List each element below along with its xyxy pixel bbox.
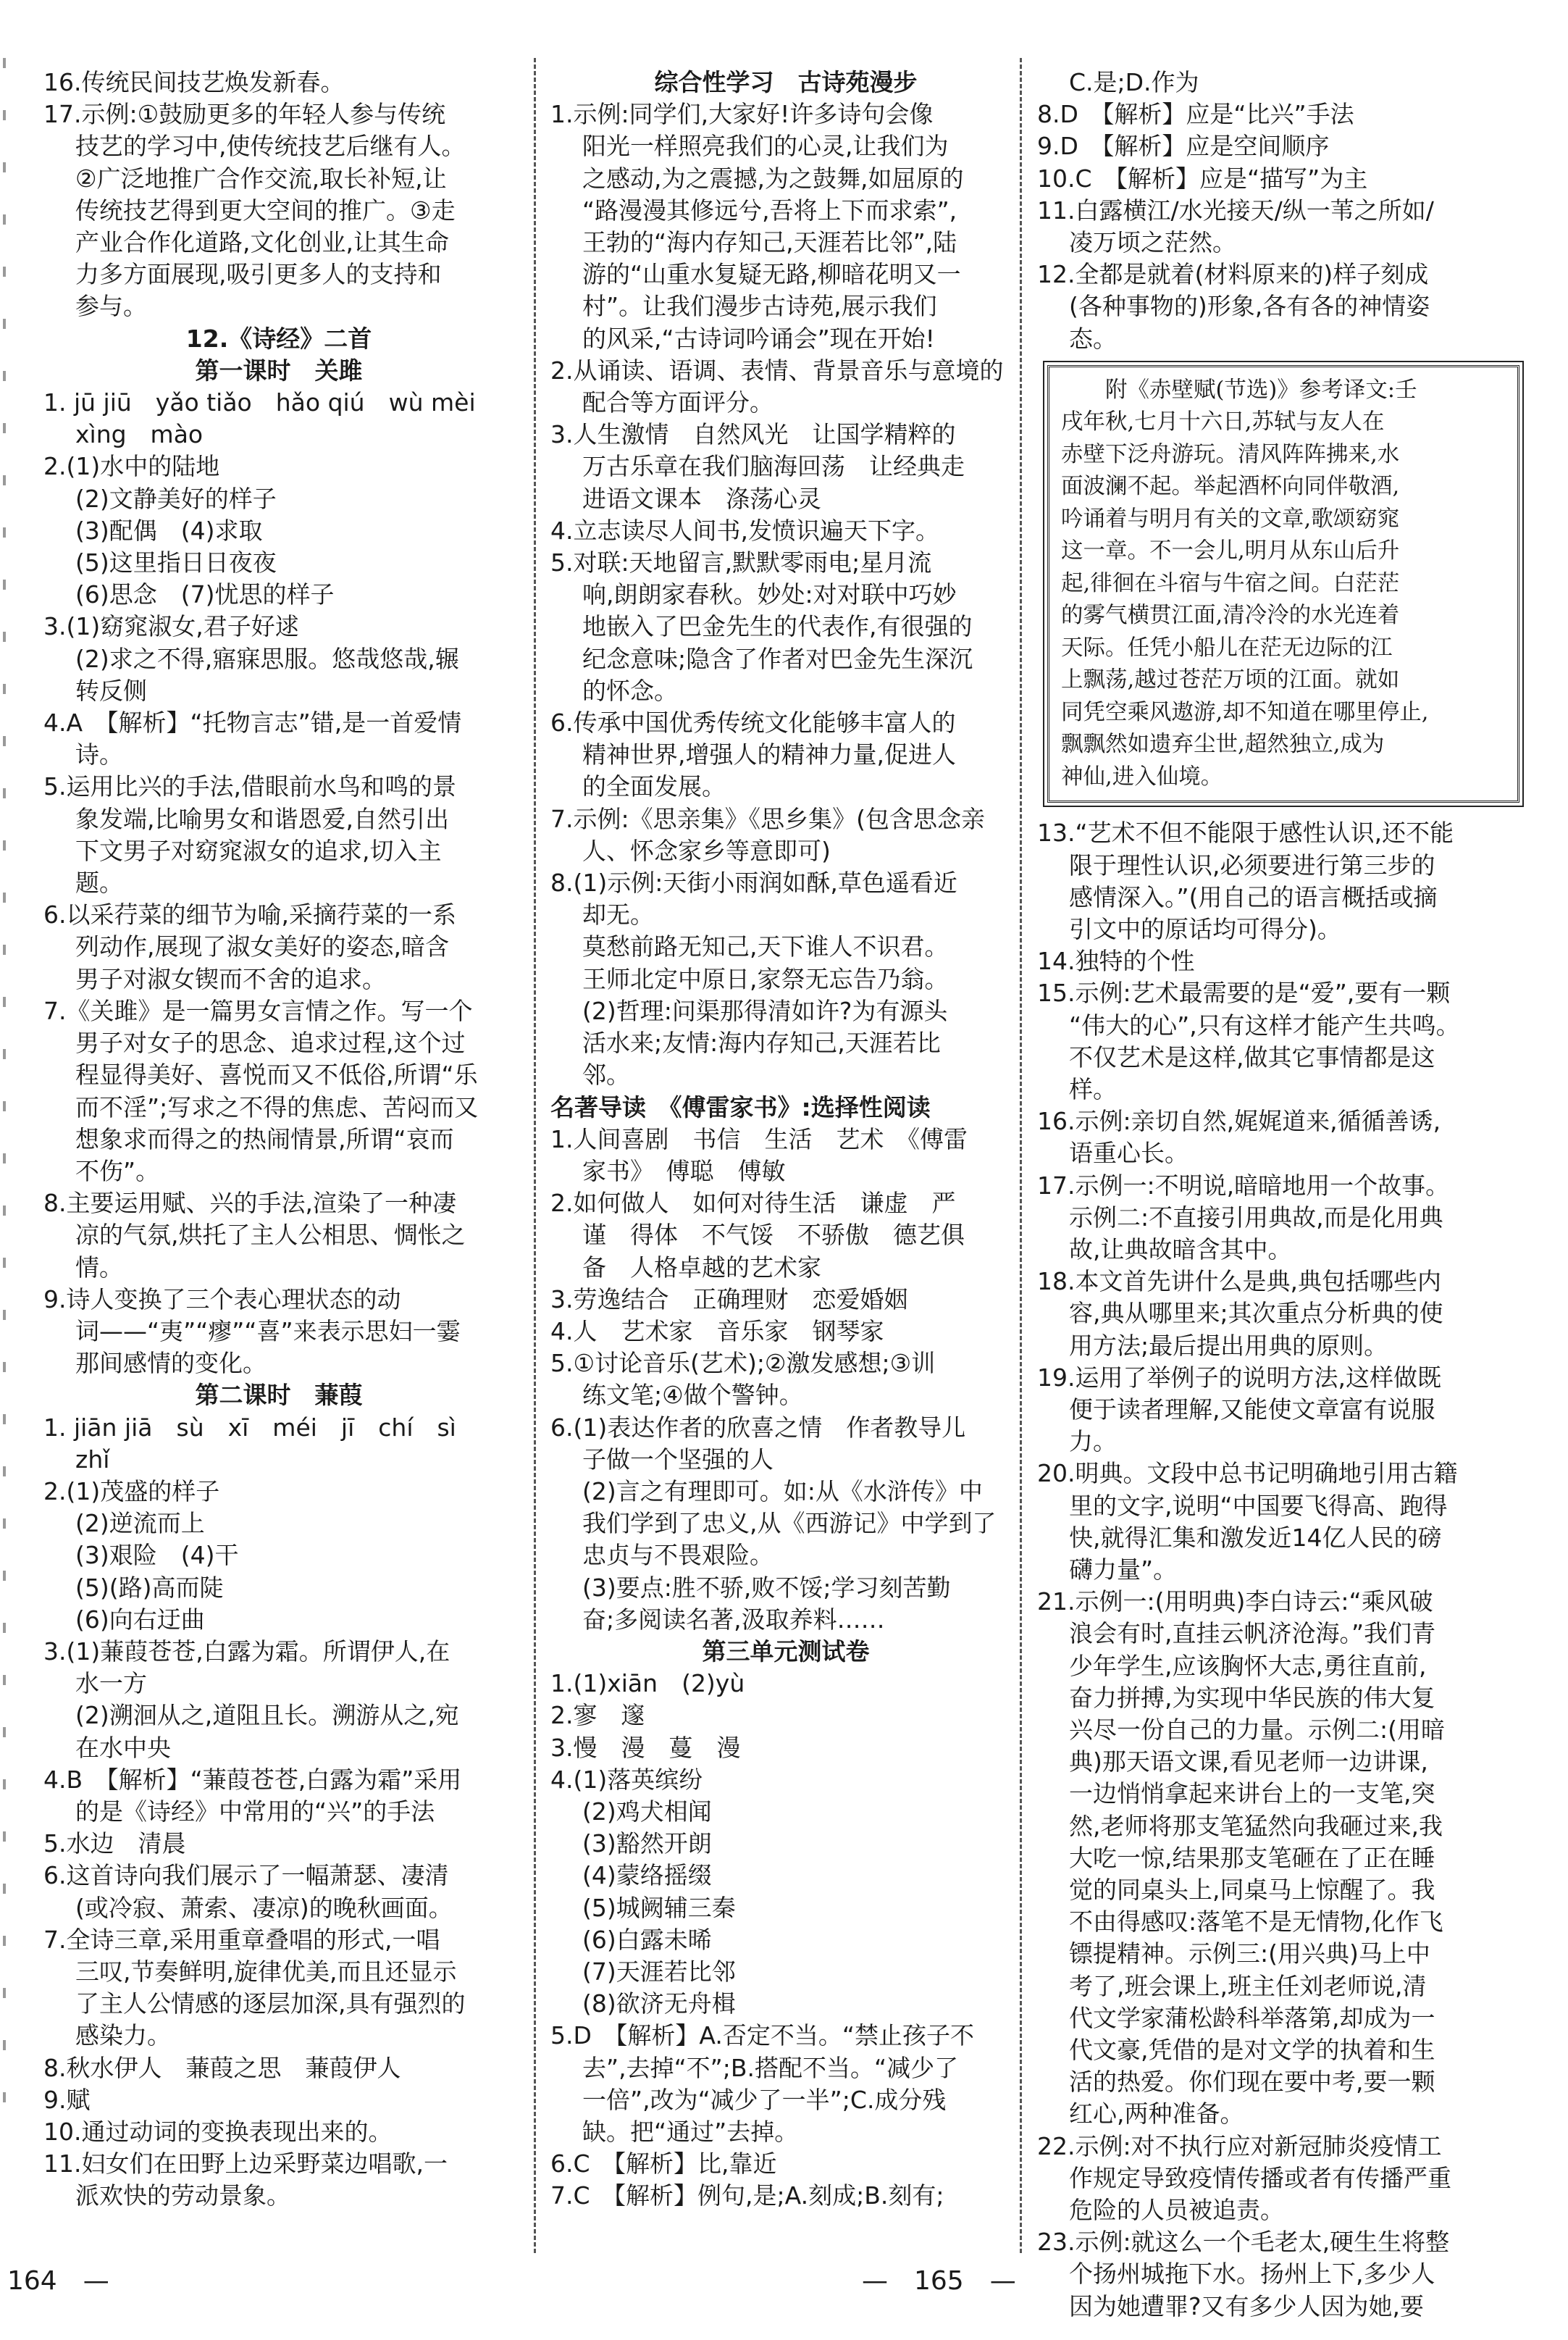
answer-line: 5.对联:天地留言,默默零雨电;星月流 xyxy=(550,548,932,577)
answer-line: 的是《诗经》中常用的“兴”的手法 xyxy=(75,1797,435,1826)
answer-line: 王师北定中原日,家祭无忘告乃翁。 xyxy=(582,964,949,993)
answer-line: 4.人 艺术家 音乐家 钢琴家 xyxy=(550,1316,884,1345)
page-number-right: — 165 — xyxy=(862,2266,1016,2296)
translation-line: 面波澜不起。举起酒杯向同伴敬酒, xyxy=(1061,474,1400,500)
margin-dash xyxy=(3,945,6,955)
answer-line: 活的热爱。你们现在要中考,要一颗 xyxy=(1069,2068,1435,2097)
answer-line: (4)蒙络摇缀 xyxy=(582,1861,712,1890)
margin-dash xyxy=(3,1362,6,1372)
answer-line: 1.人间喜剧 书信 生活 艺术 《傅雷 xyxy=(550,1124,968,1153)
margin-dash xyxy=(3,632,6,642)
answer-line: 6.这首诗向我们展示了一幅萧瑟、凄清 xyxy=(43,1861,449,1890)
answer-line: 1. jiān jiā sù xī méi jī chí sì xyxy=(43,1413,456,1442)
answer-line: 10.通过动词的变换表现出来的。 xyxy=(43,2118,393,2146)
answer-line: 4.A 【解析】“托物言志”错,是一首爱情 xyxy=(43,709,462,737)
answer-line: 4.B 【解析】“蒹葭苍苍,白露为霜”采用 xyxy=(43,1765,462,1794)
column-3-top-answers xyxy=(1037,67,1530,355)
margin-dash xyxy=(3,1310,6,1320)
answer-line: 10.C 【解析】应是“描写”为主 xyxy=(1037,164,1368,193)
translation-line: 神仙,进入仙境。 xyxy=(1061,764,1223,790)
translation-line: 这一章。不一会儿,明月从东山后升 xyxy=(1061,538,1400,564)
answer-line: 6.C 【解析】比,靠近 xyxy=(550,2149,777,2178)
answer-line: 去”,去掉“不”;B.搭配不当。“减少了 xyxy=(582,2053,959,2082)
answer-line: 8.秋水伊人 蒹葭之思 蒹葭伊人 xyxy=(43,2053,401,2082)
answer-line: 精神世界,增强人的精神力量,促进人 xyxy=(582,740,956,769)
answer-line: 便于读者理解,又能使文章富有说服 xyxy=(1069,1395,1435,1424)
answer-line: 奋;多阅读名著,汲取养料…… xyxy=(582,1605,885,1634)
answer-line: 人、怀念家乡等意即可) xyxy=(582,836,831,865)
answer-line: (3)配偶 (4)求取 xyxy=(75,516,263,545)
section-heading: 第一课时 关雎 xyxy=(195,356,363,385)
translation-line: 赤壁下泛舟游玩。清风阵阵拂来,水 xyxy=(1061,441,1400,467)
answer-line: (3)豁然开朗 xyxy=(582,1829,712,1858)
answer-line: 王勃的“海内存知己,天涯若比邻”,陆 xyxy=(582,228,957,257)
margin-dash xyxy=(3,58,6,68)
answer-line: 12.全都是就着(材料原来的)样子刻成 xyxy=(1037,260,1429,289)
answer-line: 22.示例:对不执行应对新冠肺炎疫情工 xyxy=(1037,2131,1442,2160)
answer-line: 个扬州城拖下水。扬州上下,多少人 xyxy=(1069,2260,1435,2289)
answer-line: 莫愁前路无知己,天下谁人不识君。 xyxy=(582,932,949,961)
answer-line: 题。 xyxy=(75,869,123,898)
answer-line: 阳光一样照亮我们的心灵,让我们为 xyxy=(582,132,949,161)
answer-line: 2.寥 邃 xyxy=(550,1701,645,1730)
answer-line: 备 人格卓越的艺术家 xyxy=(582,1253,821,1282)
answer-line: 21.示例一:(用明典)李白诗云:“乘风破 xyxy=(1037,1587,1433,1616)
margin-dash xyxy=(3,1153,6,1163)
answer-line: 派欢快的劳动景象。 xyxy=(75,2181,290,2210)
answer-line: 17.示例一:不明说,暗暗地用一个故事。 xyxy=(1037,1171,1450,1200)
answer-line: 一倍”,改为“减少了一半”;C.成分残 xyxy=(582,2085,947,2114)
section-heading: 综合性学习 古诗苑漫步 xyxy=(654,68,918,96)
margin-dash xyxy=(3,1831,6,1842)
answer-line: 而不淫”;写求之不得的焦虑、苦闷而又 xyxy=(75,1092,479,1121)
answer-line: 19.运用了举例子的说明方法,这样做既 xyxy=(1037,1363,1441,1392)
answer-line: 3.(1)窈窕淑女,君子好逑 xyxy=(43,612,299,641)
translation-line: 戌年秋,七月十六日,苏轼与友人在 xyxy=(1061,409,1385,435)
answer-line: 语重心长。 xyxy=(1069,1139,1188,1168)
margin-dash xyxy=(3,214,6,225)
answer-line: 水一方 xyxy=(75,1669,147,1698)
answer-line: (6)向右迂曲 xyxy=(75,1605,205,1634)
answer-line: 引文中的原话均可得分)。 xyxy=(1069,914,1341,943)
margin-dash xyxy=(3,267,6,277)
margin-dash xyxy=(3,736,6,746)
answer-line: 活水来;友情:海内存知己,天涯若比 xyxy=(582,1029,941,1058)
answer-line: 不伤”。 xyxy=(75,1156,160,1185)
margin-dash xyxy=(3,1779,6,1789)
margin-dash xyxy=(3,840,6,851)
answer-line: 5.水边 清晨 xyxy=(43,1829,186,1858)
translation-line: 起,徘徊在斗宿与牛宿之间。白茫茫 xyxy=(1061,570,1400,596)
translation-line: 附《赤壁赋(节选)》参考译文:壬 xyxy=(1061,377,1417,403)
answer-line: 16.示例:亲切自然,娓娓道来,循循善诱, xyxy=(1037,1107,1441,1136)
answer-line: 11.白露横江/水光接天/纵一苇之所如/ xyxy=(1037,196,1434,225)
answer-line: 7.全诗三章,采用重章叠唱的形式,一唱 xyxy=(43,1925,440,1954)
answer-line: 典)那天语文课,看见老师一边讲课, xyxy=(1069,1747,1428,1776)
answer-line: 14.独特的个性 xyxy=(1037,947,1195,976)
answer-line: 7.C 【解析】例句,是;A.刻成;B.刻有; xyxy=(550,2181,944,2210)
answer-line: 18.本文首先讲什么是典,典包括哪些内 xyxy=(1037,1267,1441,1296)
answer-line: 奋力拼搏,为实现中华民族的伟大复 xyxy=(1069,1683,1435,1712)
answer-line: (8)欲济无舟楫 xyxy=(582,1989,736,2018)
answer-line: 9.诗人变换了三个表心理状态的动 xyxy=(43,1284,401,1313)
answer-line: 兴尽一份自己的力量。示例二:(用暗 xyxy=(1069,1716,1445,1744)
answer-line: 快,就得汇集和激发近14亿人民的磅 xyxy=(1069,1523,1442,1552)
answer-line: 却无。 xyxy=(582,901,654,929)
answer-line: C.是;D.作为 xyxy=(1069,68,1199,96)
margin-dash xyxy=(3,1414,6,1424)
answer-line: 8.(1)示例:天街小雨润如酥,草色遥看近 xyxy=(550,869,957,898)
answer-line: 代文学家蒲松龄科举落第,却成为一 xyxy=(1069,2003,1435,2032)
translation-line: 吟诵着与明月有关的文章,歌颂窈窕 xyxy=(1061,506,1400,532)
translation-line: 的雾气横贯江面,清冷泠的水光连着 xyxy=(1061,603,1400,629)
margin-dash xyxy=(3,423,6,433)
answer-line: 转反侧 xyxy=(75,676,147,705)
answer-line: 里的文字,说明“中国要飞得高、跑得 xyxy=(1069,1491,1448,1520)
margin-dash xyxy=(3,1623,6,1633)
answer-line: 4.(1)落英缤纷 xyxy=(550,1765,703,1794)
margin-dash xyxy=(3,1988,6,1998)
answer-line: 用方法;最后提出用典的原则。 xyxy=(1069,1331,1388,1360)
answer-line: 镖提精神。示例三:(用兴典)马上中 xyxy=(1069,1939,1430,1968)
section-heading: 12.《诗经》二首 xyxy=(185,324,372,353)
answer-line: 13.“艺术不但不能限于感性认识,还不能 xyxy=(1037,819,1454,848)
answer-line: 缺。把“通过”去掉。 xyxy=(582,2118,799,2146)
translation-line: 同凭空乘风遨游,却不知道在哪里停止, xyxy=(1061,699,1429,725)
answer-line: (5)城阙辅三秦 xyxy=(582,1893,736,1922)
answer-line: 1.示例:同学们,大家好!许多诗句会像 xyxy=(550,100,934,129)
answer-line: 进语文课本 涤荡心灵 xyxy=(582,484,821,513)
margin-dash xyxy=(3,319,6,329)
answer-line: (或冷寂、萧索、凄凉)的晚秋画面。 xyxy=(75,1893,453,1922)
answer-line: (2)逆流而上 xyxy=(75,1509,205,1538)
binding-margin-marks xyxy=(0,58,10,2159)
answer-line: 家书》 傅聪 傅敏 xyxy=(582,1156,786,1185)
answer-line: (6)白露未晞 xyxy=(582,1925,712,1954)
answer-line: 程显得美好、喜悦而又不低俗,所谓“乐 xyxy=(75,1061,478,1090)
answer-column-2 xyxy=(550,67,1021,2212)
answer-line: 8.主要运用赋、兴的手法,渲染了一种凄 xyxy=(43,1189,456,1218)
answer-line: (各种事物的)形象,各有各的神情姿 xyxy=(1069,292,1430,321)
answer-line: 8.D 【解析】应是“比兴”手法 xyxy=(1037,100,1354,129)
answer-line: 3.慢 漫 蔓 漫 xyxy=(550,1733,741,1762)
answer-line: 下文男子对窈窕淑女的追求,切入主 xyxy=(75,836,442,865)
answer-line: (2)求之不得,寤寐思服。悠哉悠哉,辗 xyxy=(75,644,459,673)
answer-line: 产业合作化道路,文化创业,让其生命 xyxy=(75,228,449,257)
answer-line: 1.(1)xiān (2)yù xyxy=(550,1669,745,1698)
answer-line: 之感动,为之震撼,为之鼓舞,如屈原的 xyxy=(582,164,964,193)
answer-line: 纪念意味;隐含了作者对巴金先生深沉 xyxy=(582,644,973,673)
answer-column-3 xyxy=(1037,67,1530,2323)
answer-line: 感情深入。”(用自己的语言概括或摘 xyxy=(1069,882,1438,911)
answer-line: 23.示例:就这么一个毛老太,硬生生将整 xyxy=(1037,2228,1450,2257)
answer-line: 红心,两种准备。 xyxy=(1069,2099,1244,2128)
margin-dash xyxy=(3,788,6,798)
answer-line: 万古乐章在我们脑海回荡 让经典走 xyxy=(582,452,965,481)
answer-line: 在水中央 xyxy=(75,1733,171,1762)
answer-line: 样。 xyxy=(1069,1074,1117,1103)
answer-line: 词——“夷”“瘳”“喜”来表示思妇一霎 xyxy=(75,1316,461,1345)
answer-line: 练文笔;④做个警钟。 xyxy=(582,1381,803,1410)
margin-dash xyxy=(3,1571,6,1581)
margin-dash xyxy=(3,162,6,172)
section-heading: 第三单元测试卷 xyxy=(702,1637,870,1666)
answer-line: 代文豪,凭借的是对文学的执着和生 xyxy=(1069,2036,1435,2065)
answer-line: 故,让典故暗含其中。 xyxy=(1069,1234,1292,1263)
answer-line: 3.人生激情 自然风光 让国学精粹的 xyxy=(550,420,956,449)
answer-line: “伟大的心”,只有这样才能产生共鸣。 xyxy=(1069,1011,1460,1040)
answer-line: (5)这里指日日夜夜 xyxy=(75,548,277,577)
answer-line: 列动作,展现了淑女美好的姿态,暗含 xyxy=(75,932,449,961)
answer-line: 想象求而得之的热闹情景,所谓“哀而 xyxy=(75,1124,454,1153)
answer-line: 4.立志读尽人间书,发愤识遍天下字。 xyxy=(550,516,939,545)
column-divider-1 xyxy=(534,58,536,2253)
answer-line: 因为她遭罪?又有多少人因为她,要 xyxy=(1069,2291,1425,2320)
answer-line: zhǐ xyxy=(75,1445,110,1474)
answer-line: 2.如何做人 如何对待生活 谦虚 严 xyxy=(550,1189,956,1218)
margin-dash xyxy=(3,1518,6,1529)
answer-line: 作规定导致疫情传播或者有传播严重 xyxy=(1069,2163,1451,2192)
answer-line: 6.传承中国优秀传统文化能够丰富人的 xyxy=(550,709,956,737)
answer-line: 不仅艺术是这样,做其它事情都是这 xyxy=(1069,1042,1435,1071)
margin-dash xyxy=(3,1049,6,1059)
answer-line: 象发端,比喻男女和谐恩爱,自然引出 xyxy=(75,804,449,833)
column-3-bottom-answers xyxy=(1037,817,1530,2323)
answer-line: 力多方面展现,吸引更多人的支持和 xyxy=(75,260,442,289)
margin-dash xyxy=(3,475,6,485)
answer-line: 15.示例:艺术最需要的是“爱”,要有一颗 xyxy=(1037,979,1451,1008)
margin-dash xyxy=(3,1884,6,1894)
answer-line: 一边悄悄拿起来讲台上的一支笔,突 xyxy=(1069,1779,1435,1808)
answer-line: 5.运用比兴的手法,借眼前水鸟和鸣的景 xyxy=(43,772,456,801)
answer-line: 力。 xyxy=(1069,1427,1117,1456)
answer-line: 响,朗朗家春秋。妙处:对对联中巧妙 xyxy=(582,580,957,609)
answer-line: 17.示例:①鼓励更多的年轻人参与传统 xyxy=(43,100,446,129)
margin-dash xyxy=(3,1258,6,1268)
answer-line: (2)溯洄从之,道阻且长。溯游从之,宛 xyxy=(75,1701,459,1730)
answer-line: 男子对女子的思念、追求过程,这个过 xyxy=(75,1029,466,1058)
answer-line: “路漫漫其修远兮,吾将上下而求索”, xyxy=(582,196,957,225)
answer-line: 20.明典。文段中总书记明确地引用古籍 xyxy=(1037,1459,1458,1488)
margin-dash xyxy=(3,1727,6,1737)
answer-line: 示例二:不直接引用典故,而是化用典 xyxy=(1069,1203,1443,1232)
margin-dash xyxy=(3,1675,6,1685)
answer-line: 觉的同桌头上,同桌马上惊醒了。我 xyxy=(1069,1876,1435,1905)
translation-box xyxy=(1047,365,1519,803)
answer-line: 邻。 xyxy=(582,1061,630,1090)
answer-line: 忠贞与不畏艰险。 xyxy=(582,1541,773,1570)
answer-line: 容,典从哪里来;其次重点分析典的使 xyxy=(1069,1299,1443,1328)
answer-line: 参与。 xyxy=(75,292,147,321)
margin-dash xyxy=(3,2040,6,2050)
answer-line: (2)哲理:问渠那得清如许?为有源头 xyxy=(582,996,948,1025)
answer-line: (2)鸡犬相闻 xyxy=(582,1797,712,1826)
answer-line: 5.①讨论音乐(艺术);②激发感想;③训 xyxy=(550,1349,936,1378)
answer-line: 凌万顷之茫然。 xyxy=(1069,228,1236,257)
answer-line: 态。 xyxy=(1069,324,1117,353)
answer-line: 地嵌入了巴金先生的代表作,有很强的 xyxy=(582,612,973,641)
answer-line: (2)文静美好的样子 xyxy=(75,484,277,513)
answer-line: 村”。让我们漫步古诗苑,展示我们 xyxy=(582,292,937,321)
answer-line: 5.D 【解析】A.否定不当。“禁止孩子不 xyxy=(550,2021,974,2050)
answer-line: 2.(1)茂盛的样子 xyxy=(43,1476,220,1505)
answer-line: 6.(1)表达作者的欣喜之情 作者教导儿 xyxy=(550,1413,966,1442)
answer-line: (7)天涯若比邻 xyxy=(582,1957,736,1986)
margin-dash xyxy=(3,1936,6,1946)
answer-line: 3.劳逸结合 正确理财 恋爱婚姻 xyxy=(550,1284,908,1313)
answer-line: 大吃一惊,结果那支笔砸在了正在睡 xyxy=(1069,1843,1435,1872)
answer-line: 少年学生,应该胸怀大志,勇往直前, xyxy=(1069,1651,1427,1680)
answer-line: 的风采,“古诗词吟诵会”现在开始! xyxy=(582,324,935,353)
answer-line: 16.传统民间技艺焕发新春。 xyxy=(43,68,345,96)
answer-line: 3.(1)蒹葭苍苍,白露为霜。所谓伊人,在 xyxy=(43,1637,450,1666)
answer-line: (6)思念 (7)忧思的样子 xyxy=(75,580,335,609)
translation-line: 上飘荡,越过苍茫万顷的江面。就如 xyxy=(1061,667,1400,693)
margin-dash xyxy=(3,893,6,903)
answer-line: 三叹,节奏鲜明,旋律优美,而且还显示 xyxy=(75,1957,457,1986)
page-number-left: 164 — xyxy=(7,2266,109,2296)
answer-line: 2.(1)水中的陆地 xyxy=(43,452,220,481)
answer-line: 情。 xyxy=(75,1253,123,1282)
answer-line: 男子对淑女锲而不舍的追求。 xyxy=(75,964,386,993)
answer-line: 9.赋 xyxy=(43,2085,91,2114)
section-heading: 名著导读 《傅雷家书》:选择性阅读 xyxy=(550,1092,931,1121)
margin-dash xyxy=(3,2092,6,2102)
section-heading: 第二课时 蒹葭 xyxy=(195,1381,363,1410)
answer-line: 传统技艺得到更大空间的推广。③走 xyxy=(75,196,456,225)
answer-line: 子做一个坚强的人 xyxy=(582,1445,773,1474)
answer-line: 感染力。 xyxy=(75,2021,171,2050)
answer-line: 凉的气氛,烘托了主人公相思、惆怅之 xyxy=(75,1221,466,1250)
answer-line: xìng mào xyxy=(75,420,204,449)
answer-line: 游的“山重水复疑无路,柳暗花明又一 xyxy=(582,260,961,289)
answer-line: 考了,班会课上,班主任刘老师说,清 xyxy=(1069,1971,1427,2000)
margin-dash xyxy=(3,1205,6,1216)
answer-line: 谨 得体 不气馁 不骄傲 德艺俱 xyxy=(582,1221,965,1250)
answer-line: 危险的人员被追责。 xyxy=(1069,2196,1284,2225)
answer-line: 那间感情的变化。 xyxy=(75,1349,267,1378)
translation-line: 飘飘然如遗弃尘世,超然独立,成为 xyxy=(1061,732,1385,758)
margin-dash xyxy=(3,371,6,381)
answer-line: 技艺的学习中,使传统技艺后继有人。 xyxy=(75,132,466,161)
margin-dash xyxy=(3,1466,6,1476)
answer-column-1 xyxy=(43,67,514,2212)
answer-line: 诗。 xyxy=(75,740,123,769)
answer-line: 不由得感叹:落笔不是无情物,化作飞 xyxy=(1069,1907,1443,1936)
answer-line: 的全面发展。 xyxy=(582,772,726,801)
answer-line: 浪会有时,直挂云帆济沧海。”我们青 xyxy=(1069,1619,1436,1648)
answer-line: (2)言之有理即可。如:从《水浒传》中 xyxy=(582,1476,983,1505)
margin-dash xyxy=(3,580,6,590)
answer-line: 我们学到了忠义,从《西游记》中学到了 xyxy=(582,1509,997,1538)
answer-line: 了主人公情感的逐层加深,具有强烈的 xyxy=(75,1989,466,2018)
answer-line: 9.D 【解析】应是空间顺序 xyxy=(1037,132,1330,161)
answer-line: 7.示例:《思亲集》《思乡集》(包含思念亲 xyxy=(550,804,985,833)
margin-dash xyxy=(3,684,6,694)
answer-line: 限于理性认识,必须要进行第三步的 xyxy=(1069,851,1435,879)
answer-line: 然,老师将那支笔猛然向我砸过来,我 xyxy=(1069,1811,1443,1840)
answer-line: 2.从诵读、语调、表情、背景音乐与意境的 xyxy=(550,356,1004,385)
answer-line: ②广泛地推广合作交流,取长补短,让 xyxy=(75,164,447,193)
margin-dash xyxy=(3,997,6,1007)
answer-line: (3)艰险 (4)干 xyxy=(75,1541,239,1570)
answer-line: 礴力量”。 xyxy=(1069,1555,1178,1584)
answer-line: 11.妇女们在田野上边采野菜边唱歌,一 xyxy=(43,2149,448,2178)
translation-line: 天际。任凭小船儿在茫无边际的江 xyxy=(1061,635,1393,661)
answer-line: 的怀念。 xyxy=(582,676,678,705)
answer-line: (3)要点:胜不骄,败不馁;学习刻苦勤 xyxy=(582,1573,951,1602)
answer-line: 1. jū jiū yǎo tiǎo hǎo qiú wù mèi xyxy=(43,388,476,417)
margin-dash xyxy=(3,110,6,120)
answer-line: 配合等方面评分。 xyxy=(582,388,773,417)
answer-line: 6.以采荇菜的细节为喻,采摘荇菜的一系 xyxy=(43,901,456,929)
answer-line: 7.《关雎》是一篇男女言情之作。写一个 xyxy=(43,996,473,1025)
answer-line: (5)(路)高而陡 xyxy=(75,1573,224,1602)
margin-dash xyxy=(3,1101,6,1111)
margin-dash xyxy=(3,527,6,538)
